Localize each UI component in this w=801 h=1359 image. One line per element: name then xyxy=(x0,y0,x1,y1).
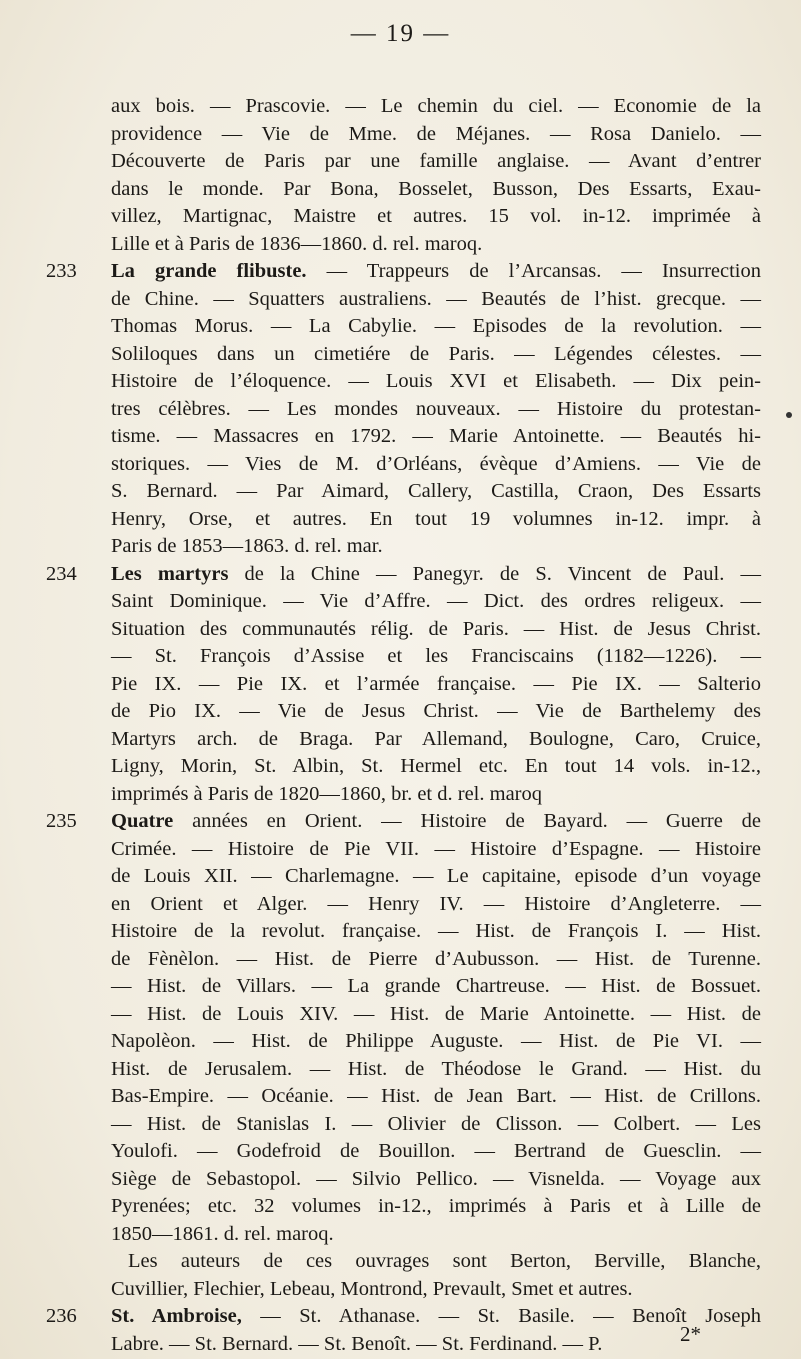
line-text: tres célèbres. — Les mondes nouveaux. — Histoire du protestan- xyxy=(111,397,761,420)
text-line xyxy=(0,93,761,121)
line-text: tisme. — Massacres en 1792. — Marie Antoinette. — Beautés hi- xyxy=(111,425,761,447)
line-text: dans le monde. Par Bona, Bosselet, Busson, Des Essarts, Exau- xyxy=(111,177,761,200)
line-text: Youlofi. — Godefroid de Bouillon. — Bertrand de Guesclin. — xyxy=(111,1140,761,1162)
text-line xyxy=(0,313,761,341)
text-line xyxy=(0,506,761,534)
line-text: de Chine. — Squatters australiens. — Beautés de l’hist. grecque. — xyxy=(111,287,761,310)
text-line xyxy=(0,423,761,451)
text-line xyxy=(0,1331,761,1359)
text-line xyxy=(0,698,761,726)
line-text: années en Orient. — Histoire de Bayard. — Guerre de xyxy=(173,810,761,832)
line-text: — Hist. de Villars. — La grande Chartreuse. — Hist. de Bossuet. xyxy=(111,975,761,997)
line-text: 1850—1861. d. rel. maroq. xyxy=(111,1222,334,1245)
catalogue-entry xyxy=(0,808,801,1303)
text-line xyxy=(0,1193,761,1221)
page-number: — 19 — xyxy=(350,20,451,47)
text-line xyxy=(0,973,761,1001)
line-text: — St. François d’Assise et les Franciscains (1182—1226). — xyxy=(111,645,761,667)
text-line xyxy=(0,918,761,946)
text-line xyxy=(0,643,761,671)
text-line xyxy=(0,368,761,396)
text-line xyxy=(0,341,761,369)
text-line xyxy=(0,258,761,286)
line-text: Labre. — St. Bernard. — St. Benoît. — St. Ferdinand. — P. xyxy=(111,1332,603,1355)
lot-number: 234 xyxy=(46,562,77,585)
line-text: villez, Martignac, Maistre et autres. 15 vol. in-12. imprimée à xyxy=(111,205,761,227)
line-text: Soliloques dans un cimetiére de Paris. — Légendes célestes. — xyxy=(111,342,761,365)
line-text: en Orient et Alger. — Henry IV. — Histoire d’Angleterre. — xyxy=(111,892,761,915)
line-text: de Louis XII. — Charlemagne. — Le capitaine, episode d’un voyage xyxy=(111,865,761,887)
text-line xyxy=(0,616,761,644)
text-line xyxy=(0,1028,761,1056)
entry-title: Les martyrs xyxy=(111,562,229,585)
line-text: S. Bernard. — Par Aimard, Callery, Castilla, Craon, Des Essarts xyxy=(111,480,761,502)
line-text: Situation des communautés rélig. de Paris. — Hist. de Jesus Christ. xyxy=(111,617,761,640)
line-text: de Fènèlon. — Hist. de Pierre d’Aubusson. — Hist. de Turenne. xyxy=(111,947,761,970)
lot-number: 233 xyxy=(46,260,77,282)
line-text: Pyrenées; etc. 32 volumes in-12., imprimés à Paris et à Lille de xyxy=(111,1195,761,1217)
line-text: Histoire de la revolut. française. — Hist. de François I. — Hist. xyxy=(111,920,761,942)
line-text: imprimés à Paris de 1820—1860, br. et d. rel. maroq xyxy=(111,782,542,805)
text-line xyxy=(0,176,761,204)
text-line xyxy=(0,286,761,314)
margin-dot xyxy=(786,412,792,418)
line-text: Siège de Sebastopol. — Silvio Pellico. — Visnelda. — Voyage aux xyxy=(111,1167,761,1190)
text-line xyxy=(0,478,761,506)
text-line xyxy=(0,671,761,699)
text-line xyxy=(0,148,761,176)
text-line xyxy=(0,1111,761,1139)
line-text: aux bois. — Prascovie. — Le chemin du ciel. — Economie de la xyxy=(111,95,761,117)
text-line xyxy=(0,753,761,781)
text-line xyxy=(0,561,761,589)
line-text: Pie IX. — Pie IX. et l’armée française. — Pie IX. — Salterio xyxy=(111,672,761,695)
catalogue-entry xyxy=(0,93,801,258)
text-line xyxy=(0,808,761,836)
line-text: — St. Athanase. — St. Basile. — Benoît Joseph xyxy=(241,1305,761,1327)
line-text: Hist. de Jerusalem. — Hist. de Théodose le Grand. — Hist. du xyxy=(111,1057,761,1080)
line-text: Cuvillier, Flechier, Lebeau, Montrond, Prevault, Smet et autres. xyxy=(111,1277,633,1300)
lot-number: 235 xyxy=(46,810,77,832)
text-line xyxy=(0,1166,761,1194)
text-line xyxy=(0,891,761,919)
line-text: Saint Dominique. — Vie d’Affre. — Dict. des ordres religeux. — xyxy=(111,590,761,612)
text-line xyxy=(0,1276,761,1304)
catalogue-entry xyxy=(0,258,801,561)
catalogue-text xyxy=(0,93,801,1358)
line-text: — Trappeurs de l’Arcansas. — Insurrection xyxy=(306,260,761,282)
line-text: de la Chine — Panegyr. de S. Vincent de Paul. — xyxy=(228,562,761,585)
line-text: Lille et à Paris de 1836—1860. d. rel. maroq. xyxy=(111,232,483,255)
text-line xyxy=(0,1248,761,1276)
line-text: Paris de 1853—1863. d. rel. mar. xyxy=(111,535,383,557)
text-line xyxy=(0,1001,761,1029)
entry-title: St. Ambroise, xyxy=(111,1305,242,1327)
lot-number: 236 xyxy=(46,1305,77,1327)
text-line xyxy=(0,231,761,259)
text-line xyxy=(0,1303,761,1331)
text-line xyxy=(0,1138,761,1166)
text-line xyxy=(0,451,761,479)
entry-title: Quatre xyxy=(111,810,174,832)
line-text: Henry, Orse, et autres. En tout 19 volumnes in-12. impr. à xyxy=(111,507,761,530)
signature-mark: 2* xyxy=(680,1322,701,1346)
line-text: — Hist. de Stanislas I. — Olivier de Clisson. — Colbert. — Les xyxy=(111,1112,761,1135)
text-line xyxy=(0,121,761,149)
line-text: de Pio IX. — Vie de Jesus Christ. — Vie de Barthelemy des xyxy=(111,700,761,722)
catalogue-entry xyxy=(0,561,801,809)
line-text: — Hist. de Louis XIV. — Hist. de Marie Antoinette. — Hist. de xyxy=(111,1002,761,1025)
text-line xyxy=(0,1083,761,1111)
text-line xyxy=(0,588,761,616)
text-line xyxy=(0,203,761,231)
line-text: providence — Vie de Mme. de Méjanes. — Rosa Danielo. — xyxy=(111,122,761,145)
line-text: Les auteurs de ces ouvrages sont Berton, Berville, Blanche, xyxy=(128,1250,761,1272)
line-text: Histoire de l’éloquence. — Louis XVI et Elisabeth. — Dix pein- xyxy=(111,370,761,392)
text-line xyxy=(0,396,761,424)
line-text: storiques. — Vies de M. d’Orléans, évèque d’Amiens. — Vie de xyxy=(111,452,761,475)
line-text: Napolèon. — Hist. de Philippe Auguste. — Hist. de Pie VI. — xyxy=(111,1030,761,1052)
line-text: Thomas Morus. — La Cabylie. — Episodes de la revolution. — xyxy=(111,315,761,337)
text-line xyxy=(0,946,761,974)
line-text: Découverte de Paris par une famille anglaise. — Avant d’entrer xyxy=(111,150,761,172)
text-line xyxy=(0,533,761,561)
text-line xyxy=(0,1056,761,1084)
text-line xyxy=(0,836,761,864)
line-text: Martyrs arch. de Braga. Par Allemand, Boulogne, Caro, Cruice, xyxy=(111,727,761,750)
text-line xyxy=(0,781,761,809)
entry-title: La grande flibuste. xyxy=(111,260,307,282)
line-text: Crimée. — Histoire de Pie VII. — Histoire d’Espagne. — Histoire xyxy=(111,837,761,860)
text-line xyxy=(0,726,761,754)
text-line xyxy=(0,863,761,891)
line-text: Ligny, Morin, St. Albin, St. Hermel etc. En tout 14 vols. in-12., xyxy=(111,755,761,777)
line-text: Bas-Empire. — Océanie. — Hist. de Jean Bart. — Hist. de Crillons. xyxy=(111,1085,761,1107)
text-line xyxy=(0,1221,761,1249)
